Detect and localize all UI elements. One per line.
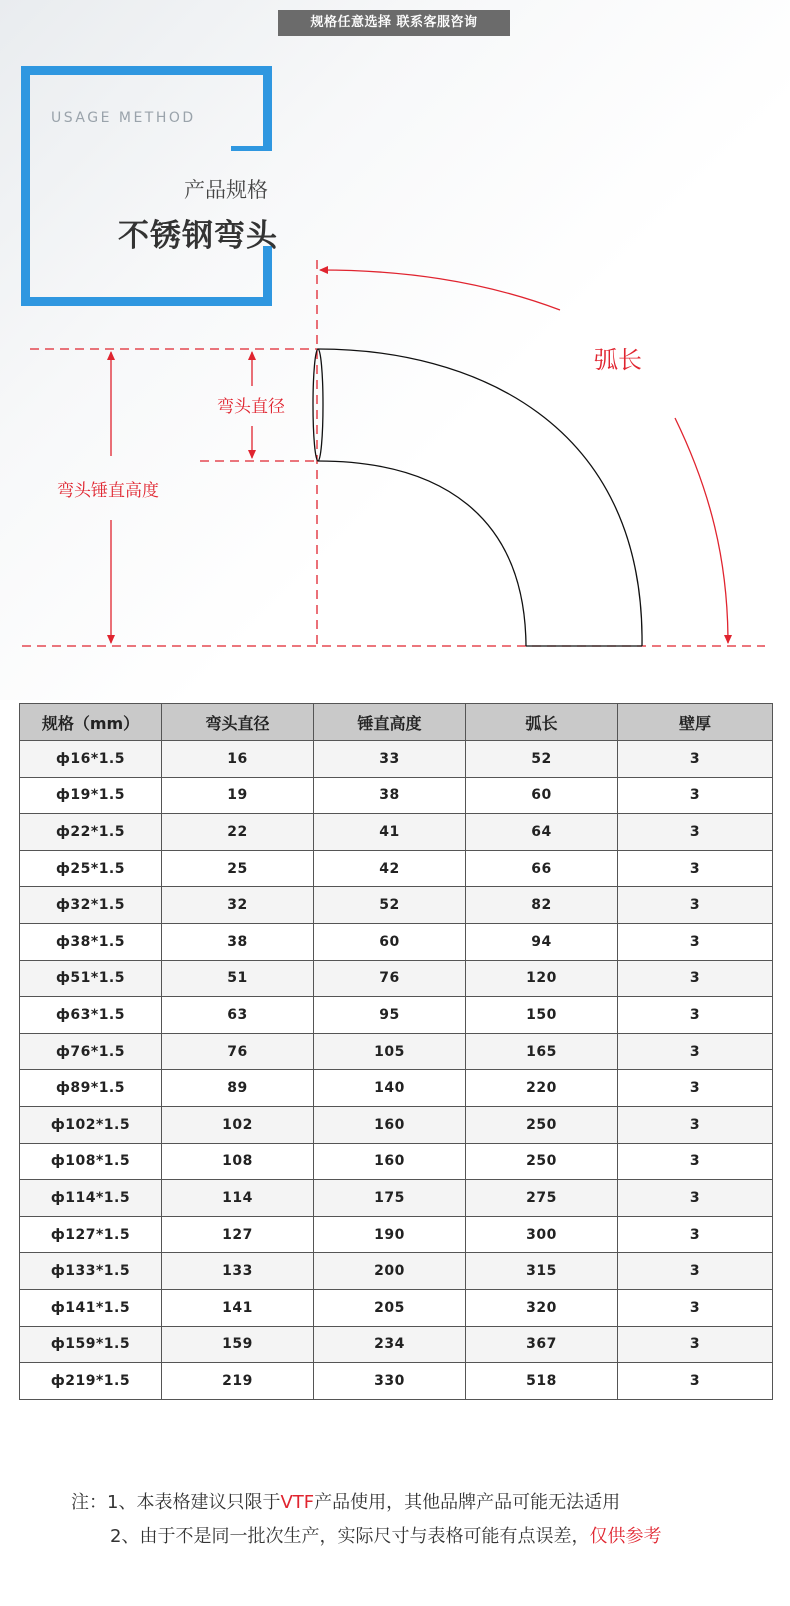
cell-height: 140 (314, 1070, 466, 1107)
cell-wall-thickness: 3 (618, 1106, 773, 1143)
cell-arc-length: 66 (466, 850, 618, 887)
table-row (20, 1033, 773, 1070)
cell-height: 160 (314, 1143, 466, 1180)
table-row (20, 997, 773, 1034)
cell-spec: ф159*1.5 (20, 1326, 162, 1363)
cell-diameter: 141 (162, 1289, 314, 1326)
cell-wall-thickness: 3 (618, 1070, 773, 1107)
cell-arc-length: 320 (466, 1289, 618, 1326)
cell-diameter: 127 (162, 1216, 314, 1253)
note-line-2 (110, 1522, 661, 1548)
cell-diameter: 108 (162, 1143, 314, 1180)
cell-arc-length: 120 (466, 960, 618, 997)
diameter-label: 弯头直径 (217, 397, 285, 417)
cell-spec: ф133*1.5 (20, 1253, 162, 1290)
elbow-diagram (0, 0, 790, 690)
cell-wall-thickness: 3 (618, 741, 773, 778)
cell-wall-thickness: 3 (618, 777, 773, 814)
cell-height: 38 (314, 777, 466, 814)
height-label: 弯头锤直高度 (57, 481, 159, 501)
note-1-prefix: 注：1、本表格建议只限于 (71, 1492, 281, 1513)
cell-height: 60 (314, 923, 466, 960)
spec-table (19, 703, 773, 1400)
spec-subtitle: 产品规格 (184, 178, 268, 202)
cell-diameter: 89 (162, 1070, 314, 1107)
cell-height: 330 (314, 1363, 466, 1400)
header-height: 锤直高度 (314, 704, 466, 741)
cell-height: 160 (314, 1106, 466, 1143)
cell-spec: ф141*1.5 (20, 1289, 162, 1326)
cell-height: 190 (314, 1216, 466, 1253)
cell-wall-thickness: 3 (618, 850, 773, 887)
cell-height: 200 (314, 1253, 466, 1290)
cell-height: 42 (314, 850, 466, 887)
cell-wall-thickness: 3 (618, 960, 773, 997)
arc-arrow-top (320, 270, 560, 310)
cell-wall-thickness: 3 (618, 1216, 773, 1253)
cell-spec: ф19*1.5 (20, 777, 162, 814)
table-row (20, 887, 773, 924)
note-1-suffix: 产品使用，其他品牌产品可能无法适用 (314, 1492, 621, 1513)
cell-arc-length: 367 (466, 1326, 618, 1363)
cell-spec: ф16*1.5 (20, 741, 162, 778)
cell-arc-length: 315 (466, 1253, 618, 1290)
cell-arc-length: 250 (466, 1106, 618, 1143)
cell-wall-thickness: 3 (618, 1363, 773, 1400)
top-banner: 规格任意选择 联系客服咨询 (278, 10, 510, 36)
cell-diameter: 25 (162, 850, 314, 887)
cell-arc-length: 300 (466, 1216, 618, 1253)
cell-spec: ф219*1.5 (20, 1363, 162, 1400)
cell-diameter: 219 (162, 1363, 314, 1400)
cell-spec: ф25*1.5 (20, 850, 162, 887)
cell-height: 76 (314, 960, 466, 997)
cell-spec: ф63*1.5 (20, 997, 162, 1034)
table-row (20, 960, 773, 997)
cell-arc-length: 220 (466, 1070, 618, 1107)
cell-wall-thickness: 3 (618, 997, 773, 1034)
cell-diameter: 38 (162, 923, 314, 960)
arc-length-label: 弧长 (594, 346, 642, 374)
cell-height: 175 (314, 1180, 466, 1217)
table-row (20, 1289, 773, 1326)
header-wall-thickness: 壁厚 (618, 704, 773, 741)
cell-spec: ф38*1.5 (20, 923, 162, 960)
cell-diameter: 19 (162, 777, 314, 814)
cell-height: 205 (314, 1289, 466, 1326)
note-line-1 (71, 1488, 620, 1514)
cell-arc-length: 165 (466, 1033, 618, 1070)
cell-arc-length: 518 (466, 1363, 618, 1400)
table-row (20, 1363, 773, 1400)
cell-wall-thickness: 3 (618, 1253, 773, 1290)
table-row (20, 1070, 773, 1107)
cell-arc-length: 250 (466, 1143, 618, 1180)
table-row (20, 1180, 773, 1217)
cell-wall-thickness: 3 (618, 887, 773, 924)
table-row (20, 1143, 773, 1180)
cell-arc-length: 150 (466, 997, 618, 1034)
table-row (20, 1106, 773, 1143)
cell-spec: ф89*1.5 (20, 1070, 162, 1107)
table-row (20, 850, 773, 887)
cell-diameter: 159 (162, 1326, 314, 1363)
cell-diameter: 51 (162, 960, 314, 997)
elbow-outline (313, 349, 642, 646)
cell-diameter: 133 (162, 1253, 314, 1290)
page-title: 不锈钢弯头 (118, 218, 278, 254)
table-header-row (20, 704, 773, 741)
cell-height: 41 (314, 814, 466, 851)
cell-diameter: 16 (162, 741, 314, 778)
cell-spec: ф76*1.5 (20, 1033, 162, 1070)
cell-spec: ф22*1.5 (20, 814, 162, 851)
cell-arc-length: 64 (466, 814, 618, 851)
cell-height: 52 (314, 887, 466, 924)
cell-height: 95 (314, 997, 466, 1034)
cell-arc-length: 275 (466, 1180, 618, 1217)
note-2-highlight: 仅供参考 (589, 1526, 662, 1547)
cell-arc-length: 52 (466, 741, 618, 778)
header-arc-length: 弧长 (466, 704, 618, 741)
cell-height: 234 (314, 1326, 466, 1363)
cell-wall-thickness: 3 (618, 1289, 773, 1326)
cell-diameter: 22 (162, 814, 314, 851)
cell-wall-thickness: 3 (618, 923, 773, 960)
table-row (20, 1216, 773, 1253)
table-row (20, 1253, 773, 1290)
cell-height: 33 (314, 741, 466, 778)
header-diameter: 弯头直径 (162, 704, 314, 741)
table-row (20, 814, 773, 851)
cell-diameter: 76 (162, 1033, 314, 1070)
table-row (20, 923, 773, 960)
table-row (20, 741, 773, 778)
cell-spec: ф32*1.5 (20, 887, 162, 924)
note-1-brand: VTF (280, 1492, 315, 1513)
cell-spec: ф102*1.5 (20, 1106, 162, 1143)
cell-height: 105 (314, 1033, 466, 1070)
arc-arrow-right (675, 418, 728, 643)
cell-wall-thickness: 3 (618, 1143, 773, 1180)
cell-spec: ф114*1.5 (20, 1180, 162, 1217)
cell-wall-thickness: 3 (618, 1180, 773, 1217)
cell-arc-length: 60 (466, 777, 618, 814)
cell-wall-thickness: 3 (618, 1326, 773, 1363)
cell-diameter: 102 (162, 1106, 314, 1143)
cell-spec: ф127*1.5 (20, 1216, 162, 1253)
cell-wall-thickness: 3 (618, 814, 773, 851)
cell-spec: ф108*1.5 (20, 1143, 162, 1180)
cell-diameter: 114 (162, 1180, 314, 1217)
table-row (20, 777, 773, 814)
cell-spec: ф51*1.5 (20, 960, 162, 997)
cell-wall-thickness: 3 (618, 1033, 773, 1070)
cell-diameter: 32 (162, 887, 314, 924)
table-row (20, 1326, 773, 1363)
note-2-text: 2、由于不是同一批次生产，实际尺寸与表格可能有点误差， (110, 1526, 590, 1547)
cell-arc-length: 82 (466, 887, 618, 924)
cell-diameter: 63 (162, 997, 314, 1034)
cell-arc-length: 94 (466, 923, 618, 960)
header-spec: 规格（mm） (20, 704, 162, 741)
usage-method-label: USAGE METHOD (51, 110, 196, 126)
